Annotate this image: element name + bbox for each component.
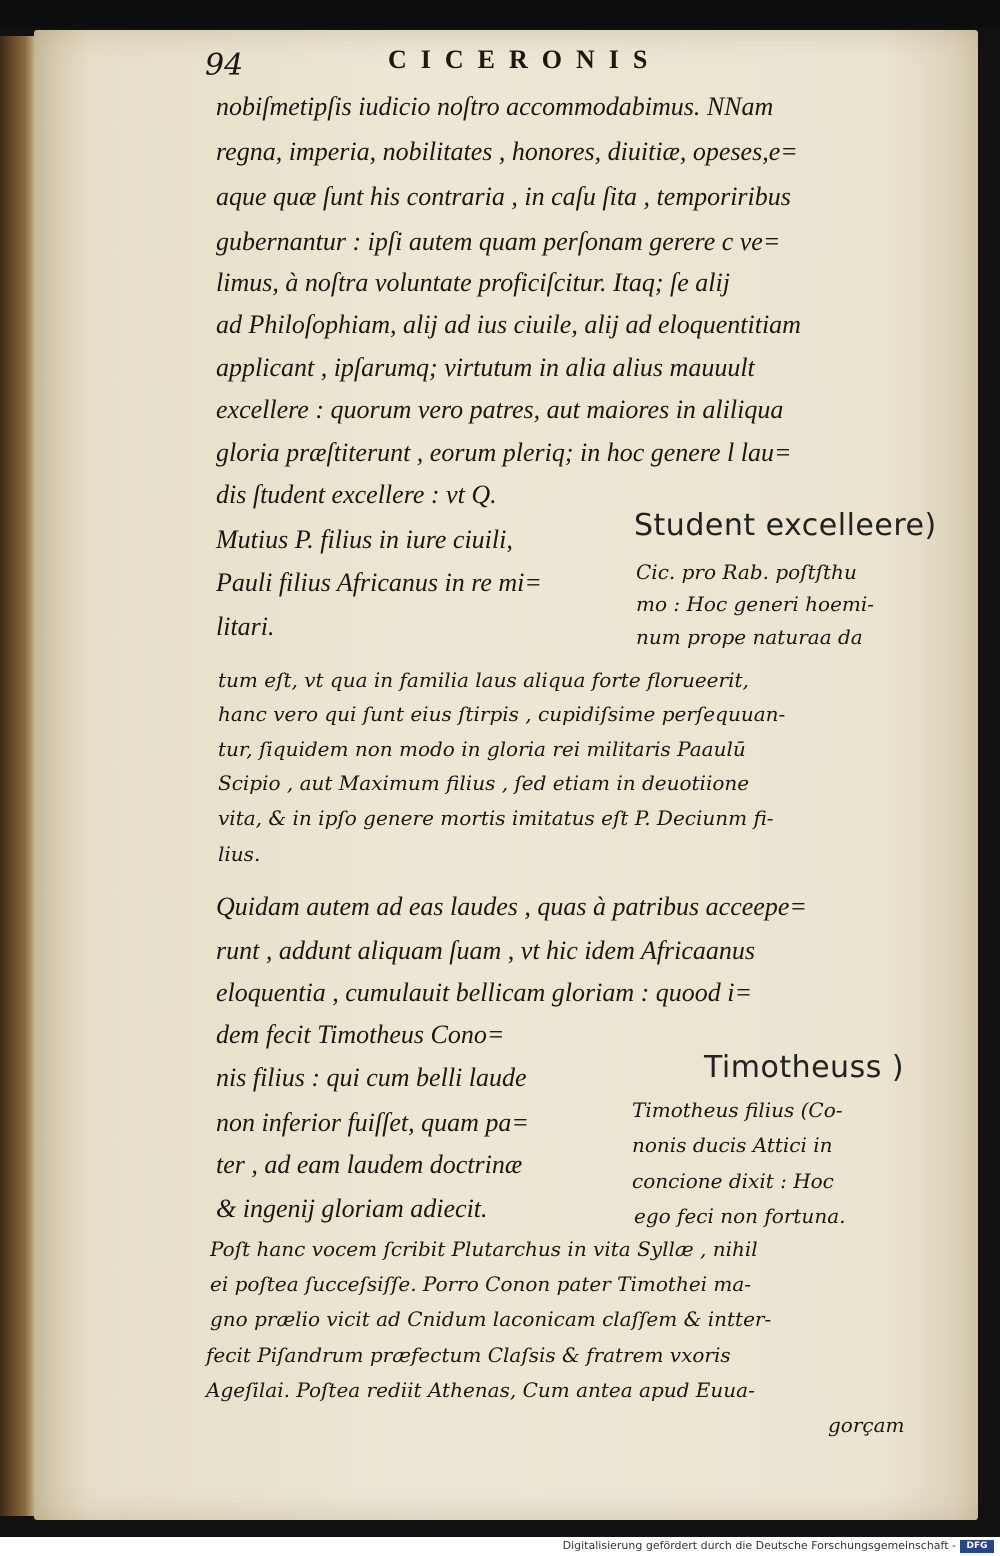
text-line: runt , addunt aliquam ſuam , vt hic idem Africaanus [216, 936, 755, 965]
text-line: gubernantur : ipſi autem quam perſonam gerere c ve= [216, 227, 781, 256]
text-line: nobiſmetipſis iudicio noſtro accommodabimus. NNam [216, 92, 774, 121]
note-line: Ageſilai. Poſtea rediit Athenas, Cum antea apud Euua- [206, 1378, 755, 1402]
text-line: ter , ad eam laudem doctrinæ [216, 1150, 523, 1179]
note-heading: Student excelleere) [634, 508, 937, 543]
text-line: dis ſtudent excellere : vt Q. [216, 480, 497, 509]
text-line: & ingenij gloriam adiecit. [216, 1194, 488, 1223]
note-line: fecit Piſandrum præfectum Claſsis & fratrem vxoris [206, 1343, 731, 1367]
note-heading: Timotheuss ) [704, 1050, 905, 1085]
text-line: dem fecit Timotheus Cono= [216, 1020, 505, 1049]
note-line: Poſt hanc vocem ſcribit Plutarchus in vita Syllæ , nihil [210, 1237, 758, 1261]
text-line: nis filius : qui cum belli laude [216, 1063, 527, 1092]
text-line: aque quæ ſunt his contraria , in caſu ſita , temporiribus [216, 182, 791, 211]
note-line: tur, ſiquidem non modo in gloria rei militaris Paaulū [218, 737, 746, 761]
note-line: num prope naturaa da [636, 625, 863, 649]
note-line: nonis ducis Attici in [632, 1133, 833, 1157]
catchword: gorçam [828, 1413, 905, 1437]
note-line: ego feci non fortuna. [634, 1204, 846, 1228]
text-line: eloquentia , cumulauit bellicam gloriam : quood i= [216, 978, 753, 1007]
note-line: Cic. pro Rab. poſtſthu [636, 560, 857, 584]
text-line: regna, imperia, nobilitates , honores, diuitiæ, opeses,e= [216, 137, 798, 166]
note-line: Timotheus filius (Co- [632, 1098, 843, 1122]
text-line: ad Philoſophiam, alij ad ius ciuile, alij ad eloquentitiam [216, 310, 801, 339]
text-line: litari. [216, 612, 275, 641]
text-line: excellere : quorum vero patres, aut maiores in aliliqua [216, 395, 784, 424]
note-line: vita, & in ipſo genere mortis imitatus eſt P. Deciunm fi- [218, 806, 774, 830]
note-line: ei poſtea ſucceſsiſſe. Porro Conon pater Timothei ma- [210, 1272, 752, 1296]
text-line: limus, à noſtra voluntate proficiſcitur. Itaq; ſe alij [216, 268, 730, 297]
dfg-logo: DFG [960, 1540, 994, 1553]
running-title: CICERONIS [388, 45, 662, 74]
note-line: tum eſt, vt qua in familia laus aliqua forte florueerit, [218, 668, 749, 692]
top-band [0, 0, 1000, 28]
text-line: gloria præſtiterunt , eorum pleriq; in hoc genere l lau= [216, 438, 792, 467]
note-line: Scipio , aut Maximum filius , ſed etiam in deuotiione [218, 771, 750, 795]
note-line: lius. [218, 842, 261, 866]
note-line: hanc vero qui ſunt eius ſtirpis , cupidiſsime perſequuan- [218, 702, 786, 726]
text-line: Pauli filius Africanus in re mi= [216, 568, 542, 597]
funding-notice: Digitalisierung gefördert durch die Deutsche Forschungsgemeinschaft - [562, 1539, 956, 1552]
note-line: mo : Hoc generi hoemi- [636, 592, 875, 616]
note-line: concione dixit : Hoc [632, 1169, 834, 1193]
text-line: applicant , ipſarumq; virtutum in alia alius mauuult [216, 353, 755, 382]
note-line: gno prælio vicit ad Cnidum laconicam claſſem & intter- [210, 1307, 772, 1331]
text-line: non inferior fuiſſet, quam pa= [216, 1108, 529, 1137]
page-number: 94 [205, 48, 244, 83]
book-spine-edge [0, 36, 36, 1516]
text-line: Mutius P. filius in iure ciuili, [216, 525, 513, 554]
text-line: Quidam autem ad eas laudes , quas à patribus acceepe= [216, 892, 807, 921]
